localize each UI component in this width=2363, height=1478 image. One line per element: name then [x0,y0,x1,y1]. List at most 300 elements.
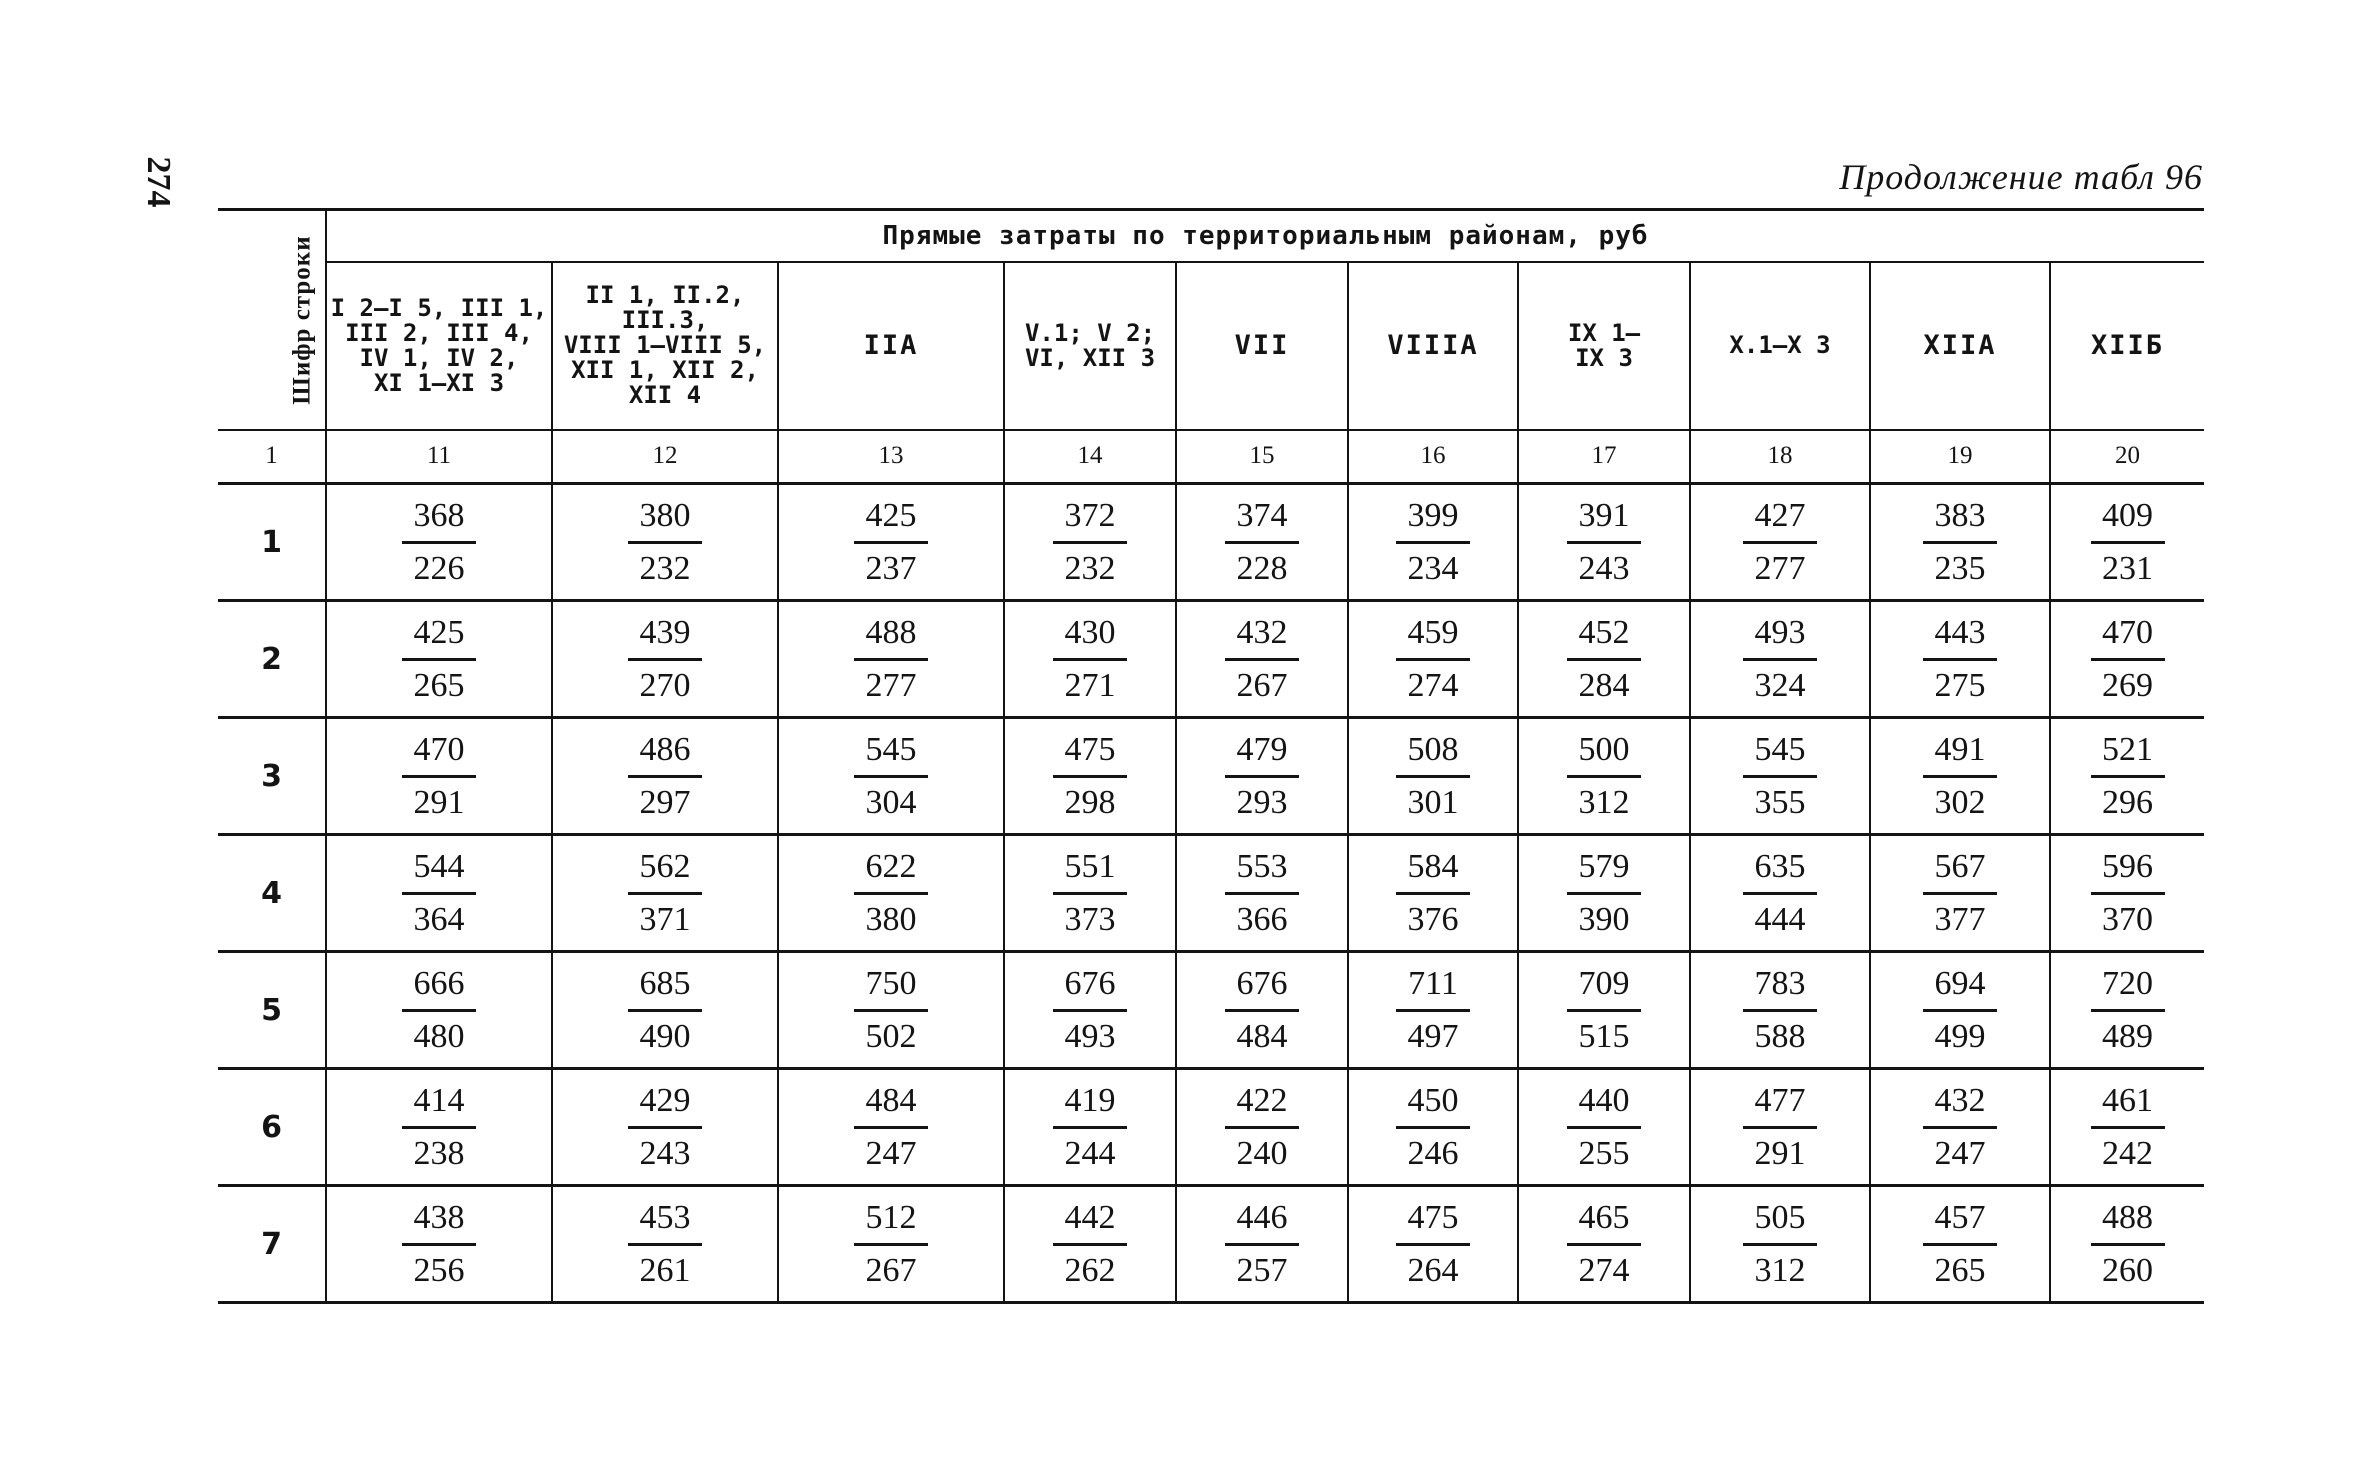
cost-cell [1870,1069,2050,1186]
fraction-bar [1053,1126,1127,1129]
fraction-bar [1396,541,1470,544]
cost-cell [778,952,1004,1069]
cost-cell [1004,1069,1176,1186]
cost-fraction [1225,962,1299,1059]
cost-cell [552,484,778,601]
cost-total: 465 [1578,1198,1630,1236]
cost-wages: 243 [639,1134,691,1172]
cost-fraction [1743,962,1817,1059]
cost-fraction [1567,728,1641,825]
cost-table [218,208,2204,1304]
cost-cell [1004,484,1176,601]
cost-cell [1348,835,1518,952]
cost-cell [1004,718,1176,835]
cost-cell [2050,952,2204,1069]
fraction-bar [1567,775,1641,778]
cost-fraction [1923,494,1997,591]
cost-wages: 296 [2102,783,2154,821]
fraction-bar [402,1126,476,1129]
cost-cell [552,1069,778,1186]
cost-wages: 502 [865,1017,917,1055]
cost-fraction [1396,611,1470,708]
row-code: 4 [218,835,326,952]
cost-total: 694 [1934,964,1986,1002]
column-header-region-xiib: XIIБ [2050,262,2204,430]
cost-total: 493 [1754,613,1806,651]
fraction-bar [1396,1126,1470,1129]
fraction-bar [1923,892,1997,895]
cost-cell [1518,1069,1690,1186]
cost-wages: 261 [639,1251,691,1289]
cost-cell [326,718,552,835]
column-header-region-vii: VII [1176,262,1348,430]
fraction-bar [402,1243,476,1246]
column-number: 11 [326,430,552,484]
page-number: 274 [140,156,177,208]
cost-total: 452 [1578,613,1630,651]
cost-cell [2050,1186,2204,1303]
cost-wages: 234 [1407,549,1459,587]
direct-costs-group-header: Прямые затраты по территориальным районам, руб [326,210,2204,262]
cost-total: 380 [639,496,691,534]
fraction-bar [1743,775,1817,778]
cost-fraction [1567,845,1641,942]
column-number: 19 [1870,430,2050,484]
cost-wages: 265 [1934,1251,1986,1289]
cost-total: 442 [1064,1198,1116,1236]
cost-fraction [1743,1079,1817,1176]
cost-fraction [1743,845,1817,942]
fraction-bar [1053,658,1127,661]
fraction-bar [1923,541,1997,544]
cost-fraction [1053,962,1127,1059]
cost-fraction [1743,728,1817,825]
fraction-bar [2091,658,2165,661]
cost-wages: 312 [1578,783,1630,821]
fraction-bar [1053,1243,1127,1246]
cost-total: 391 [1578,496,1630,534]
fraction-bar [1743,1126,1817,1129]
column-number: 20 [2050,430,2204,484]
cost-total: 427 [1754,496,1806,534]
cost-fraction [1743,611,1817,708]
cost-fraction [1053,1079,1127,1176]
cost-wages: 376 [1407,900,1459,938]
cost-total: 470 [413,730,465,768]
cost-fraction [2091,1196,2165,1293]
cost-total: 750 [865,964,917,1002]
column-number: 14 [1004,430,1176,484]
fraction-bar [854,1243,928,1246]
cost-cell [1690,835,1870,952]
cost-wages: 256 [413,1251,465,1289]
fraction-bar [2091,541,2165,544]
cost-cell [1176,718,1348,835]
column-number: 13 [778,430,1004,484]
cost-total: 512 [865,1198,917,1236]
row-code: 2 [218,601,326,718]
cost-cell [326,601,552,718]
cost-wages: 291 [413,783,465,821]
cost-wages: 366 [1236,900,1288,938]
column-number-row [218,430,2204,484]
cost-wages: 380 [865,900,917,938]
cost-fraction [1225,845,1299,942]
fraction-bar [628,892,702,895]
cost-wages: 515 [1578,1017,1630,1055]
cost-fraction [1053,494,1127,591]
fraction-bar [402,1009,476,1012]
cost-total: 383 [1934,496,1986,534]
cost-cell [1870,1186,2050,1303]
cost-wages: 267 [865,1251,917,1289]
cost-total: 505 [1754,1198,1806,1236]
cost-total: 562 [639,847,691,885]
cost-wages: 371 [639,900,691,938]
column-header-regions-x: X.1—X 3 [1690,262,1870,430]
fraction-bar [1396,775,1470,778]
fraction-bar [1923,1126,1997,1129]
cost-cell [1870,835,2050,952]
cost-wages: 390 [1578,900,1630,938]
cost-cell [326,1186,552,1303]
cost-fraction [628,962,702,1059]
fraction-bar [1225,541,1299,544]
column-number: 1 [218,430,326,484]
cost-total: 521 [2102,730,2154,768]
fraction-bar [854,775,928,778]
fraction-bar [1743,892,1817,895]
fraction-bar [1053,775,1127,778]
cost-cell [1348,1186,1518,1303]
cost-cell [1518,1186,1690,1303]
cost-wages: 238 [413,1134,465,1172]
cost-total: 488 [865,613,917,651]
cost-cell [1348,952,1518,1069]
fraction-bar [628,1243,702,1246]
cost-wages: 324 [1754,666,1806,704]
cost-fraction [1923,1079,1997,1176]
fraction-bar [2091,1243,2165,1246]
column-number: 12 [552,430,778,484]
cost-total: 459 [1407,613,1459,651]
cost-total: 477 [1754,1081,1806,1119]
cost-wages: 232 [639,549,691,587]
fraction-bar [1743,658,1817,661]
cost-fraction [2091,962,2165,1059]
cost-total: 409 [2102,496,2154,534]
cost-total: 596 [2102,847,2154,885]
fraction-bar [1567,541,1641,544]
cost-total: 491 [1934,730,1986,768]
cost-wages: 291 [1754,1134,1806,1172]
cost-wages: 377 [1934,900,1986,938]
fraction-bar [628,775,702,778]
cost-total: 676 [1236,964,1288,1002]
cost-fraction [2091,611,2165,708]
cost-fraction [1396,962,1470,1059]
fraction-bar [628,1009,702,1012]
cost-cell [1176,835,1348,952]
cost-cell [1004,1186,1176,1303]
fraction-bar [1923,1009,1997,1012]
cost-wages: 269 [2102,666,2154,704]
cost-total: 425 [865,496,917,534]
cost-total: 544 [413,847,465,885]
fraction-bar [628,1126,702,1129]
fraction-bar [1743,541,1817,544]
cost-total: 475 [1064,730,1116,768]
cost-fraction [1567,962,1641,1059]
table-continuation-caption: Продолжение табл 96 [1839,157,2203,197]
cost-fraction [854,845,928,942]
cost-total: 676 [1064,964,1116,1002]
cost-wages: 228 [1236,549,1288,587]
cost-cell [2050,835,2204,952]
column-header-region-iia: IIA [778,262,1004,430]
cost-fraction [628,1196,702,1293]
cost-total: 666 [413,964,465,1002]
cost-fraction [1396,1196,1470,1293]
cost-cell [2050,601,2204,718]
cost-fraction [1225,1196,1299,1293]
cost-cell [552,718,778,835]
cost-total: 450 [1407,1081,1459,1119]
column-number: 17 [1518,430,1690,484]
column-number: 16 [1348,430,1518,484]
cost-cell [552,1186,778,1303]
cost-total: 475 [1407,1198,1459,1236]
cost-total: 440 [1578,1081,1630,1119]
cost-total: 685 [639,964,691,1002]
cost-fraction [1923,728,1997,825]
fraction-bar [2091,1126,2165,1129]
cost-wages: 264 [1407,1251,1459,1289]
cost-total: 783 [1754,964,1806,1002]
column-header-regions-group-1: I 2—I 5, III 1, III 2, III 4, IV 1, IV 2, XI 1—XI 3 [326,262,552,430]
cost-cell [552,835,778,952]
cost-fraction [1225,728,1299,825]
column-header-regions-ix: IX 1— IX 3 [1518,262,1690,430]
cost-total: 584 [1407,847,1459,885]
cost-fraction [2091,1079,2165,1176]
cost-cell [1004,601,1176,718]
table-row [218,718,2204,835]
column-header-region-xiia: XIIA [1870,262,2050,430]
cost-fraction [1053,1196,1127,1293]
cost-cell [1870,952,2050,1069]
cost-total: 457 [1934,1198,1986,1236]
fraction-bar [1396,1243,1470,1246]
fraction-bar [1225,1243,1299,1246]
row-code: 5 [218,952,326,1069]
cost-cell [778,718,1004,835]
code-column-header [218,210,326,430]
fraction-bar [854,892,928,895]
cost-cell [1518,484,1690,601]
fraction-bar [1396,658,1470,661]
cost-total: 720 [2102,964,2154,1002]
fraction-bar [854,658,928,661]
cost-wages: 242 [2102,1134,2154,1172]
cost-cell [1518,952,1690,1069]
cost-cell [1870,484,2050,601]
cost-wages: 489 [2102,1017,2154,1055]
cost-wages: 304 [865,783,917,821]
row-code: 6 [218,1069,326,1186]
cost-cell [1176,1186,1348,1303]
cost-fraction [2091,845,2165,942]
cost-total: 488 [2102,1198,2154,1236]
cost-fraction [1923,845,1997,942]
cost-wages: 370 [2102,900,2154,938]
cost-cell [1870,601,2050,718]
cost-wages: 231 [2102,549,2154,587]
cost-fraction [1396,494,1470,591]
fraction-bar [1053,1009,1127,1012]
cost-wages: 355 [1754,783,1806,821]
cost-total: 453 [639,1198,691,1236]
row-code: 3 [218,718,326,835]
cost-wages: 267 [1236,666,1288,704]
cost-total: 374 [1236,496,1288,534]
cost-wages: 262 [1064,1251,1116,1289]
cost-wages: 293 [1236,783,1288,821]
fraction-bar [1567,1126,1641,1129]
cost-wages: 298 [1064,783,1116,821]
cost-cell [1348,484,1518,601]
cost-cell [1348,718,1518,835]
fraction-bar [1567,892,1641,895]
fraction-bar [402,775,476,778]
cost-fraction [1567,494,1641,591]
cost-cell [552,601,778,718]
cost-total: 486 [639,730,691,768]
cost-total: 545 [865,730,917,768]
cost-wages: 255 [1578,1134,1630,1172]
cost-fraction [402,728,476,825]
fraction-bar [2091,892,2165,895]
cost-total: 484 [865,1081,917,1119]
column-number: 18 [1690,430,1870,484]
fraction-bar [854,1126,928,1129]
cost-cell [552,952,778,1069]
cost-total: 479 [1236,730,1288,768]
cost-fraction [1923,611,1997,708]
cost-total: 425 [413,613,465,651]
cost-wages: 301 [1407,783,1459,821]
table-row [218,484,2204,601]
cost-total: 414 [413,1081,465,1119]
cost-fraction [628,1079,702,1176]
cost-cell [1870,718,2050,835]
cost-fraction [1225,611,1299,708]
cost-fraction [628,494,702,591]
cost-fraction [854,494,928,591]
cost-fraction [2091,728,2165,825]
fraction-bar [1923,775,1997,778]
fraction-bar [1225,892,1299,895]
fraction-bar [628,658,702,661]
cost-wages: 232 [1064,549,1116,587]
cost-cell [778,1186,1004,1303]
cost-total: 419 [1064,1081,1116,1119]
row-code: 1 [218,484,326,601]
fraction-bar [1743,1009,1817,1012]
cost-wages: 244 [1064,1134,1116,1172]
cost-total: 470 [2102,613,2154,651]
cost-cell [1176,484,1348,601]
cost-cell [1690,952,1870,1069]
table-row [218,1069,2204,1186]
cost-wages: 277 [1754,549,1806,587]
cost-fraction [2091,494,2165,591]
fraction-bar [628,541,702,544]
cost-cell [2050,1069,2204,1186]
cost-wages: 270 [639,666,691,704]
cost-wages: 312 [1754,1251,1806,1289]
cost-fraction [854,1196,928,1293]
cost-cell [326,952,552,1069]
row-code: 7 [218,1186,326,1303]
cost-total: 432 [1236,613,1288,651]
cost-total: 430 [1064,613,1116,651]
cost-total: 567 [1934,847,1986,885]
cost-total: 553 [1236,847,1288,885]
cost-wages: 235 [1934,549,1986,587]
cost-cell [1518,835,1690,952]
cost-total: 500 [1578,730,1630,768]
cost-fraction [1567,1196,1641,1293]
cost-wages: 373 [1064,900,1116,938]
cost-cell [1518,718,1690,835]
cost-cell [1004,835,1176,952]
cost-cell [778,601,1004,718]
cost-wages: 364 [413,900,465,938]
fraction-bar [1225,1009,1299,1012]
cost-cell [1690,484,1870,601]
cost-fraction [1225,1079,1299,1176]
cost-total: 438 [413,1198,465,1236]
fraction-bar [402,541,476,544]
table-body [218,484,2204,1303]
cost-fraction [1396,728,1470,825]
cost-wages: 246 [1407,1134,1459,1172]
cost-wages: 497 [1407,1017,1459,1055]
cost-total: 443 [1934,613,1986,651]
cost-wages: 265 [413,666,465,704]
table-row [218,1186,2204,1303]
fraction-bar [1225,1126,1299,1129]
cost-fraction [402,845,476,942]
cost-fraction [402,962,476,1059]
cost-wages: 480 [413,1017,465,1055]
cost-fraction [854,1079,928,1176]
cost-wages: 274 [1578,1251,1630,1289]
cost-cell [326,835,552,952]
cost-fraction [1567,1079,1641,1176]
fraction-bar [1053,892,1127,895]
cost-cell [1004,952,1176,1069]
cost-cell [2050,718,2204,835]
fraction-bar [1923,658,1997,661]
cost-cell [1518,601,1690,718]
cost-total: 429 [639,1081,691,1119]
cost-fraction [1923,1196,1997,1293]
fraction-bar [1053,541,1127,544]
cost-wages: 226 [413,549,465,587]
cost-fraction [628,611,702,708]
